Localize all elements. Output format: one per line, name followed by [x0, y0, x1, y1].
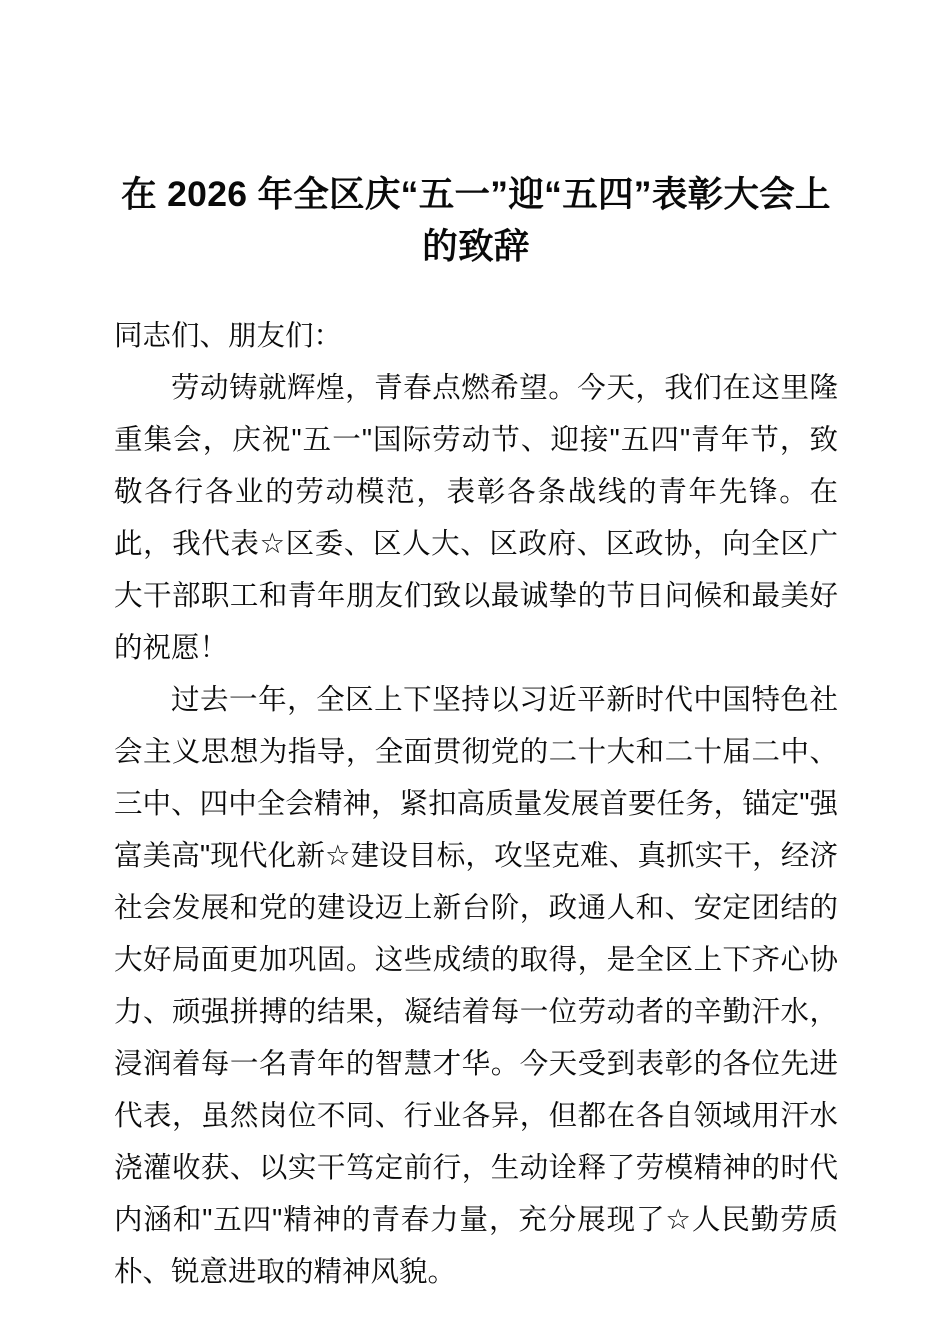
document-content [114, 0, 838, 1298]
body-paragraph-1: 劳动铸就辉煌，青春点燃希望。今天，我们在这里隆重集会，庆祝"五一"国际劳动节、迎接"五四"青年节，致敬各行各业的劳动模范，表彰各条战线的青年先锋。在此，我代表☆区委、区人大、区政府、区政协，向全区广大干部职工和青年朋友们致以最诚挚的节日问候和最美好的祝愿！ [114, 372, 838, 664]
body-paragraph-2: 过去一年，全区上下坚持以习近平新时代中国特色社会主义思想为指导，全面贯彻党的二十大和二十届二中、三中、四中全会精神，紧扣高质量发展首要任务，锚定"强富美高"现代化新☆建设目标，攻坚克难、真抓实干，经济社会发展和党的建设迈上新台阶，政通人和、安定团结的大好局面更加巩固。这些成绩的取得，是全区上下齐心协力、顽强拼搏的结果，凝结着每一位劳动者的辛勤汗水，浸润着每一名青年的智慧才华。今天受到表彰的各位先进代表，虽然岗位不同、行业各异，但都在各自领域用汗水浇灌收获、以实干笃定前行，生动诠释了劳模精神的时代内涵和"五四"精神的青春力量，充分展现了☆人民勤劳质朴、锐意进取的精神风貌。 [114, 684, 838, 1288]
salutation-line: 同志们、朋友们： [114, 320, 343, 352]
document-title: 在 2026 年全区庆“五一”迎“五四”表彰大会上的致辞 [121, 174, 831, 266]
